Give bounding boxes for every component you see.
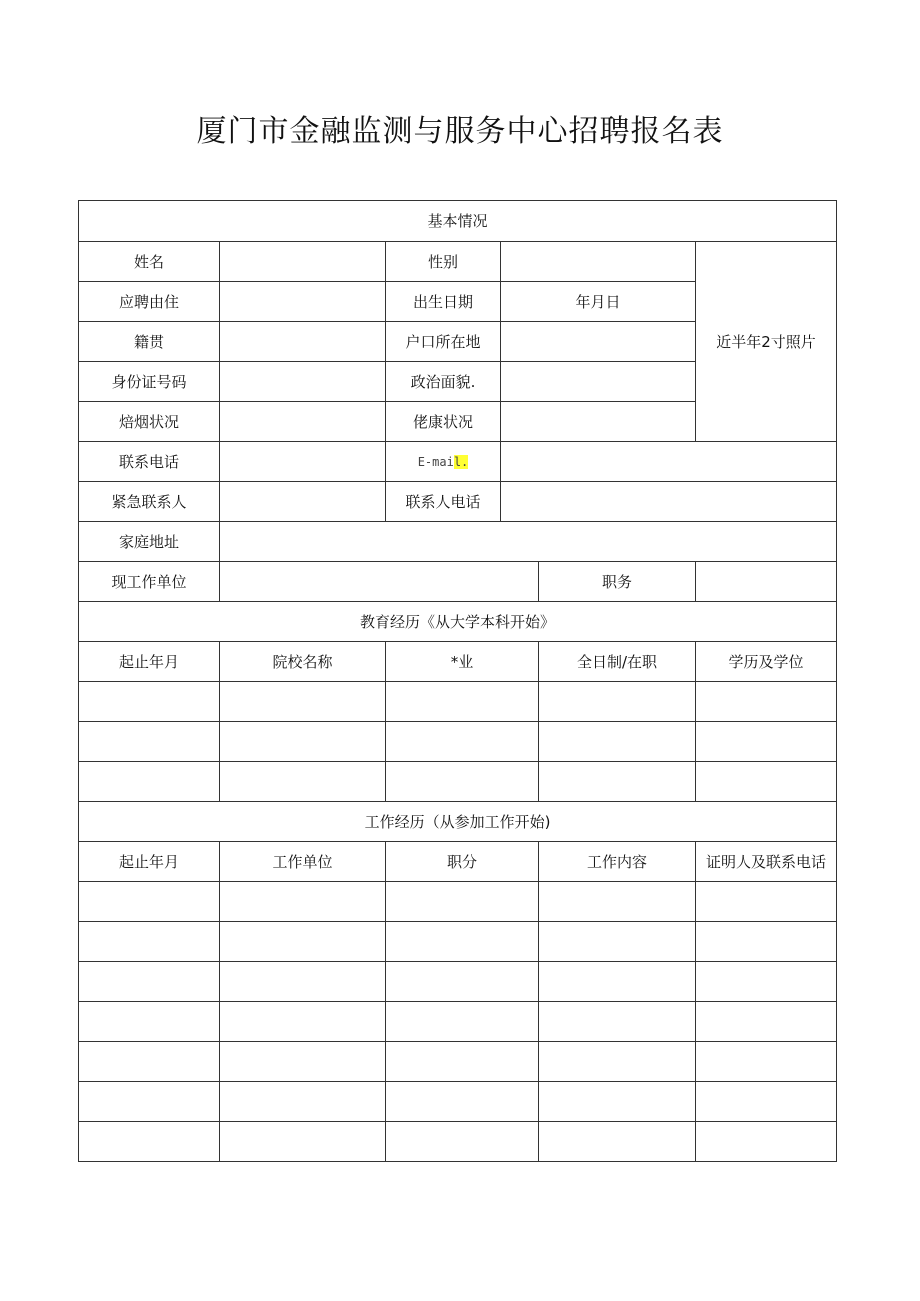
education-row	[79, 722, 837, 762]
work-employer-cell[interactable]	[220, 962, 386, 1002]
work-row	[79, 922, 837, 962]
work-duties-cell[interactable]	[539, 1042, 696, 1082]
hukou-field[interactable]	[501, 322, 696, 362]
work-header-position: 职分	[386, 842, 539, 882]
work-position-cell[interactable]	[386, 922, 539, 962]
photo-box[interactable]: 近半年2寸照片	[696, 242, 837, 442]
page-title: 厦门市金融监测与服务中心招聘报名表	[196, 114, 724, 149]
work-position-cell[interactable]	[386, 962, 539, 1002]
work-header-row	[79, 842, 837, 882]
marital-status-label: 焙烟状况	[79, 402, 220, 442]
education-header-period: 起止年月	[79, 642, 220, 682]
gender-label: 性别	[386, 242, 501, 282]
work-duties-cell[interactable]	[539, 1122, 696, 1162]
work-row	[79, 1042, 837, 1082]
section-education-heading: 教育经历《从大学本科开始》	[79, 602, 837, 642]
work-position-cell[interactable]	[386, 882, 539, 922]
education-degree-cell[interactable]	[696, 722, 837, 762]
work-position-cell[interactable]	[386, 1042, 539, 1082]
work-position-cell[interactable]	[386, 1002, 539, 1042]
current-employer-label: 现工作单位	[79, 562, 220, 602]
work-reference-cell[interactable]	[696, 1082, 837, 1122]
email-label-text: E-mai	[417, 455, 454, 469]
education-school-cell[interactable]	[220, 722, 386, 762]
work-employer-cell[interactable]	[220, 882, 386, 922]
work-row	[79, 1002, 837, 1042]
id-number-label: 身份证号码	[79, 362, 220, 402]
phone-field[interactable]	[220, 442, 386, 482]
work-employer-cell[interactable]	[220, 1122, 386, 1162]
political-status-label: 政治面貌.	[386, 362, 501, 402]
work-employer-cell[interactable]	[220, 1082, 386, 1122]
education-period-cell[interactable]	[79, 722, 220, 762]
work-position-cell[interactable]	[386, 1082, 539, 1122]
education-header-school: 院校名称	[220, 642, 386, 682]
health-status-label: 佬康状况	[386, 402, 501, 442]
work-period-cell[interactable]	[79, 1002, 220, 1042]
contact-phone-field[interactable]	[501, 482, 837, 522]
education-study-mode-cell[interactable]	[539, 762, 696, 802]
section-work-heading: 工作经历（从参加工作开始)	[79, 802, 837, 842]
work-period-cell[interactable]	[79, 922, 220, 962]
work-reference-cell[interactable]	[696, 1122, 837, 1162]
work-reference-cell[interactable]	[696, 1042, 837, 1082]
position-label: 应聘由住	[79, 282, 220, 322]
work-header-employer: 工作单位	[220, 842, 386, 882]
work-header-period: 起止年月	[79, 842, 220, 882]
work-reference-cell[interactable]	[696, 962, 837, 1002]
education-study-mode-cell[interactable]	[539, 722, 696, 762]
education-header-major: *业	[386, 642, 539, 682]
health-status-field[interactable]	[501, 402, 696, 442]
birth-date-field[interactable]: 年月日	[501, 282, 696, 322]
work-period-cell[interactable]	[79, 962, 220, 1002]
work-header-duties: 工作内容	[539, 842, 696, 882]
native-place-label: 籍贯	[79, 322, 220, 362]
work-row	[79, 962, 837, 1002]
position-field[interactable]	[220, 282, 386, 322]
political-status-field[interactable]	[501, 362, 696, 402]
education-school-cell[interactable]	[220, 682, 386, 722]
name-field[interactable]	[220, 242, 386, 282]
work-row	[79, 1122, 837, 1162]
work-period-cell[interactable]	[79, 1122, 220, 1162]
job-title-label: 职务	[539, 562, 696, 602]
education-major-cell[interactable]	[386, 682, 539, 722]
marital-status-field[interactable]	[220, 402, 386, 442]
work-reference-cell[interactable]	[696, 1002, 837, 1042]
work-row	[79, 882, 837, 922]
contact-phone-label: 联系人电话	[386, 482, 501, 522]
home-address-label: 家庭地址	[79, 522, 220, 562]
gender-field[interactable]	[501, 242, 696, 282]
work-duties-cell[interactable]	[539, 882, 696, 922]
education-period-cell[interactable]	[79, 762, 220, 802]
section-basic-info-heading: 基本情况	[79, 201, 837, 242]
work-duties-cell[interactable]	[539, 922, 696, 962]
work-employer-cell[interactable]	[220, 1002, 386, 1042]
work-duties-cell[interactable]	[539, 1082, 696, 1122]
education-row	[79, 682, 837, 722]
education-major-cell[interactable]	[386, 762, 539, 802]
education-period-cell[interactable]	[79, 682, 220, 722]
work-header-reference: 证明人及联系电话	[696, 842, 837, 882]
name-label: 姓名	[79, 242, 220, 282]
education-row	[79, 762, 837, 802]
education-school-cell[interactable]	[220, 762, 386, 802]
email-field[interactable]	[501, 442, 837, 482]
work-reference-cell[interactable]	[696, 922, 837, 962]
work-row	[79, 1082, 837, 1122]
education-header-study-mode: 全日制/在职	[539, 642, 696, 682]
application-form	[78, 200, 837, 1162]
emergency-contact-field[interactable]	[220, 482, 386, 522]
work-employer-cell[interactable]	[220, 922, 386, 962]
work-duties-cell[interactable]	[539, 962, 696, 1002]
home-address-field[interactable]	[220, 522, 837, 562]
job-title-field[interactable]	[696, 562, 837, 602]
education-major-cell[interactable]	[386, 722, 539, 762]
education-study-mode-cell[interactable]	[539, 682, 696, 722]
hukou-label: 户口所在地	[386, 322, 501, 362]
education-header-degree: 学历及学位	[696, 642, 837, 682]
native-place-field[interactable]	[220, 322, 386, 362]
work-period-cell[interactable]	[79, 1042, 220, 1082]
work-period-cell[interactable]	[79, 1082, 220, 1122]
education-degree-cell[interactable]	[696, 762, 837, 802]
education-header-row	[79, 642, 837, 682]
emergency-contact-label: 紧急联系人	[79, 482, 220, 522]
id-number-field[interactable]	[220, 362, 386, 402]
email-label-highlight: l.	[453, 455, 469, 469]
phone-label: 联系电话	[79, 442, 220, 482]
work-reference-cell[interactable]	[696, 882, 837, 922]
work-employer-cell[interactable]	[220, 1042, 386, 1082]
work-duties-cell[interactable]	[539, 1002, 696, 1042]
education-degree-cell[interactable]	[696, 682, 837, 722]
work-position-cell[interactable]	[386, 1122, 539, 1162]
work-period-cell[interactable]	[79, 882, 220, 922]
email-label	[386, 442, 501, 482]
birth-date-label: 出生日期	[386, 282, 501, 322]
current-employer-field[interactable]	[220, 562, 539, 602]
